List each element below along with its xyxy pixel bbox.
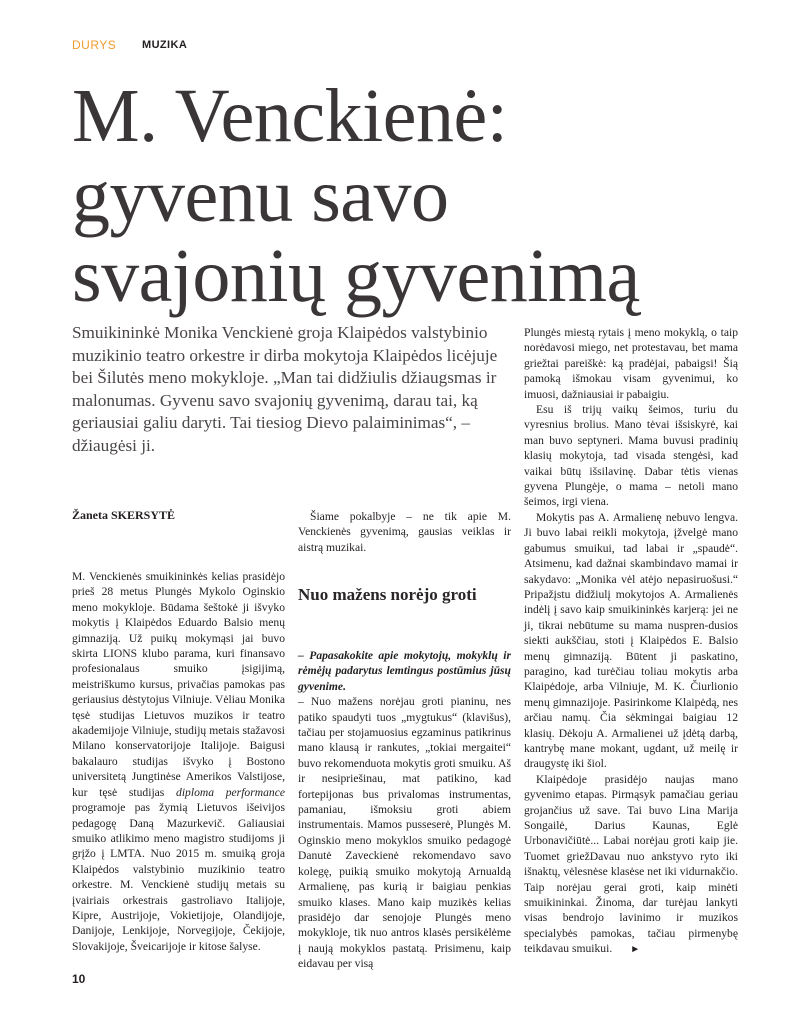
column-2-intro <box>298 509 511 555</box>
author-byline: Žaneta SKERSYTĖ <box>72 508 176 522</box>
headline-line-3: svajonių gyvenimą <box>72 234 640 318</box>
column-3-paragraph-1: Plungės miestą rytais į meno mokyklą, o taip norėdavosi miego, net protestavau, bet mama griežtai pareiškė: ką pradėjai, pabaigsi! Šią pamoką išmokau visam gyvenimui, ko imuosi, dažniausiai ir pabaigiu. <box>524 326 738 401</box>
column-3-paragraph-3: Mokytis pas A. Armalienę nebuvo lengva. Ji buvo labai reikli mokytoja, įžvelgė mano gabumus smuikui, tad labai ir „spaudė“. Atsimenu, kad dažnai skambindavo mamai ir sakydavo: „Monika vėl atėjo nepasiruošusi.“ Pripažįstu didžiulį mokytojos A. Armalienės indėlį į savo kaip smuikininkės karjerą: jei ne ji, tikrai nebūtume su mama nuspren-dusios siekti aukščiau, stoti į Klaipėdos E. Balsio menų gimnaziją. Būtent ji paskatino, paragino, kad turėčiau toliau mokytis arba Klaipėdoje, arba Vilniuje, M. K. Čiurlionio menų gimnazijoje. Pasirinkome Klaipėdą, nes arčiau namų. Čia sėkmingai baigiau 12 klasių. Dėkoju A. Armalienei už įdėtą darbą, kantrybę mane mokant, ugdant, už meilę ir draugystę iki šiol. <box>524 510 738 771</box>
interview-answer: – Nuo mažens norėjau groti pianinu, nes patiko spaudyti tuos „mygtukus“ (klavišus), tačiau per stojamuosius egzaminus patikrinus mano klausą ir rankutes, „tokiai mergaitei“ buvo rekomenduota mokytis groti smuiku. Aš ir nesipriešinau, mat patikino, kad fortepijonas bus privalomas instrumentas, pamaniau, išmoksiu groti abiem instrumentais. Mamos pusseserė, Plungės M. Oginskio meno mokyklos smuiko pedagogė Danutė Zaveckienė rekomendavo savo kolegę, puikią smuiko mokytoją Arnualdą Armalienę, pas kurią ir baigiau penkias smuiko klases. Mano kaip muzikės kelias prasidėjo dar senojoje Plungės meno mokykloje, tik nuo antros klasės persikėlėme į naują mokyklos pastatą. Prisimenu, kaip eidavau per visą <box>298 695 511 971</box>
intro-paragraph: Šiame pokalbyje – ne tik apie M. Venckienės gyvenimą, gausias veiklas ir aistrą muzikai. <box>298 510 511 554</box>
column-1 <box>72 569 285 954</box>
headline-line-1: M. Venckienė: <box>72 74 508 158</box>
column-3 <box>524 325 738 958</box>
article-headline <box>72 76 772 316</box>
page-number: 10 <box>72 972 86 986</box>
column-3-paragraph-4: Klaipėdoje prasidėjo naujas mano gyvenimo etapas. Pirmąsyk pamačiau geriau grojančius už save. Tai buvo Lina Marija Songailė, Darius Kaunas, Eglė Urbonavičiūtė... Labai norėjau groti kaip jie. Tuomet griežDavau nuo ankstyvo ryto iki išnaktų, vėlesnėse klasėse net iki vidurnakčio. Taip norėjau gerai groti, kaip minėti smuikininkai. Žinoma, dar turėjau lankyti visas bendrojo lavinimo ir muzikos specialybės pamokas, tačiau pirmenybę teikdavau smuikui. ► <box>524 772 738 958</box>
continue-arrow-icon: ► <box>630 944 641 956</box>
lead-paragraph: Smuikininkė Monika Venckienė groja Klaipėdos valstybinio muzikinio teatro orkestre ir dirba mokytoja Klaipėdos licėjuje bei Šilutės meno mokykloje. „Man tai didžiulis džiaugsmas ir malonumas. Gyvenu savo svajonių gyvenimą, darau tai, ką geriausiai galiu daryti. Tai tiesiog Dievo palaiminimas“, – džiaugėsi ji. <box>72 323 498 455</box>
column-3-paragraph-2: Esu iš trijų vaikų šeimos, turiu du vyresnius brolius. Mano tėvai išsiskyrė, kai man buvo septyneri. Mama buvusi pradinių klasių mokytoja, tad visada stengėsi, kad vaikai būtų išsilavinę. Dabar tėtis vienas gyvena Plungėje, o mama – netoli mano šeimos, irgi viena. <box>524 403 738 509</box>
section-subheading: Nuo mažens norėjo groti <box>298 585 477 604</box>
headline-line-2: gyvenu savo <box>72 154 449 238</box>
category-tag: MUZIKA <box>142 39 188 51</box>
section-tag: DURYS <box>72 38 117 52</box>
interview-question: – Papasakokite apie mokytojų, mokyklų ir rėmėjų padarytus lemtingus postūmius jūsų gyvenime. <box>298 649 511 693</box>
column-1-paragraph: M. Venckienės smuikininkės kelias prasidėjo prieš 28 metus Plungės Mykolo Oginskio meno mokykloje. Būdama šeštokė ji išvyko mokytis į Klaipėdos Eduardo Balsio menų gimnaziją. Už puikų mokymąsi jai buvo skirta LIONS klubo parama, kuri finansavo profesionalaus smuiko įsigijimą, meistriškumo kursus, privačias pamokas pas geriausius dėstytojus Vilniuje. Vėliau Monika tęsė studijas Lietuvos muzikos ir teatro akademijoje Vilniuje, studijų metais stažavosi Milano konservatorijoje Italijoje. Baigusi bakalauro studijas išvyko į Bostono universitetą Jungtinėse Amerikos Valstijose, kur tęsė studijas diploma performance programoje pas žymią Lietuvos išeivijos pedagogę Daną Mazurkevič. Galiausiai smuiko atlikimo meno magistro studijoms ji grįžo į LMTA. Nuo 2015 m. smuiką groja Klaipėdos valstybinio muzikinio teatro orkestre. M. Venckienė studijų metais su įvairiais orkestrais gastroliavo Italijoje, Kipre, Austrijoje, Vokietijoje, Olandijoje, Danijoje, Lenkijoje, Norvegijoje, Čekijoje, Slovakijoje, Šveicarijoje ir kitose šalyse. <box>72 570 285 953</box>
column-2 <box>298 648 511 972</box>
